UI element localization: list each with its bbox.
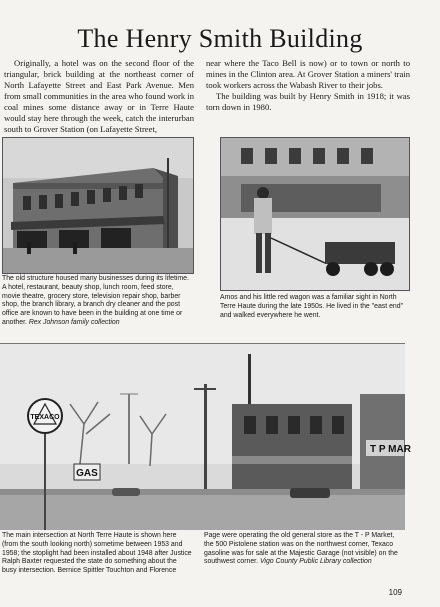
photo-credit: Bernice Spittler Touchton and Florence — [57, 567, 177, 575]
caption-amos — [220, 294, 408, 320]
caption-text: The old structure housed many businesses during its lifetime. A hotel, restaurant, beauty shop, lunch room, feed store, movie theatre, grocery store, television repair shop, barber shop, the branch library, a branch dry cleaner and the post office are known to have been in the building at one time or another. — [2, 275, 189, 326]
texaco-sign: TEXACO — [30, 414, 60, 421]
caption-intersection-right — [204, 532, 404, 567]
body-column-right — [206, 58, 410, 113]
body-paragraph: Originally, a hotel was on the second floor of the triangular, brick building at the northeast corner of North Lafayette Street and East Park Avenue. Men from small communities in the area who found work in coal mines some distance away or in Terre Haute would stay here through the week, catch the interurban south to Grover Station (on Lafayette Street, — [4, 58, 194, 134]
page-number: 109 — [388, 588, 402, 597]
photo-amos-wagon — [220, 137, 410, 291]
caption-building — [2, 275, 192, 328]
body-paragraph: near where the Taco Bell is now) or to town or north to mines in the Clinton area. At Grover Station a miners' train took workers across the Wabash River to their jobs. — [206, 58, 410, 90]
caption-text: The main intersection at North Terre Haute is shown here (from the south looking north) sometime between 1953 and 1958; the stoplight had been installed about 1948 after Justice Ralph Baxter requested the state do something about the busy intersection. — [2, 532, 192, 575]
caption-text: Page were operating the old general store as the T - P Market, the 500 Pistolene station was on the northwest corner, Texaco gasoline was for sale at the Majestic Garage (not visible) on the southwest corner. — [204, 532, 398, 566]
body-column-left — [4, 58, 194, 135]
photo-credit: Vigo County Public Library collection — [259, 558, 372, 566]
photo-henry-smith-building — [2, 137, 194, 274]
caption-text: Amos and his little red wagon was a familiar sight in North Terre Haute during the late 1950s. He lived in the "east end" and walked everywhere he went. — [220, 294, 404, 319]
market-sign: T P MAR — [370, 444, 411, 455]
page-title: The Henry Smith Building — [77, 24, 363, 53]
body-paragraph: The building was built by Henry Smith in 1918; it was torn down in 1980. — [206, 91, 410, 112]
photo-main-intersection — [0, 343, 411, 530]
caption-intersection-left — [2, 532, 192, 576]
photo-credit: Rex Johnson family collection — [28, 318, 120, 326]
gas-sign: GAS — [76, 468, 98, 479]
